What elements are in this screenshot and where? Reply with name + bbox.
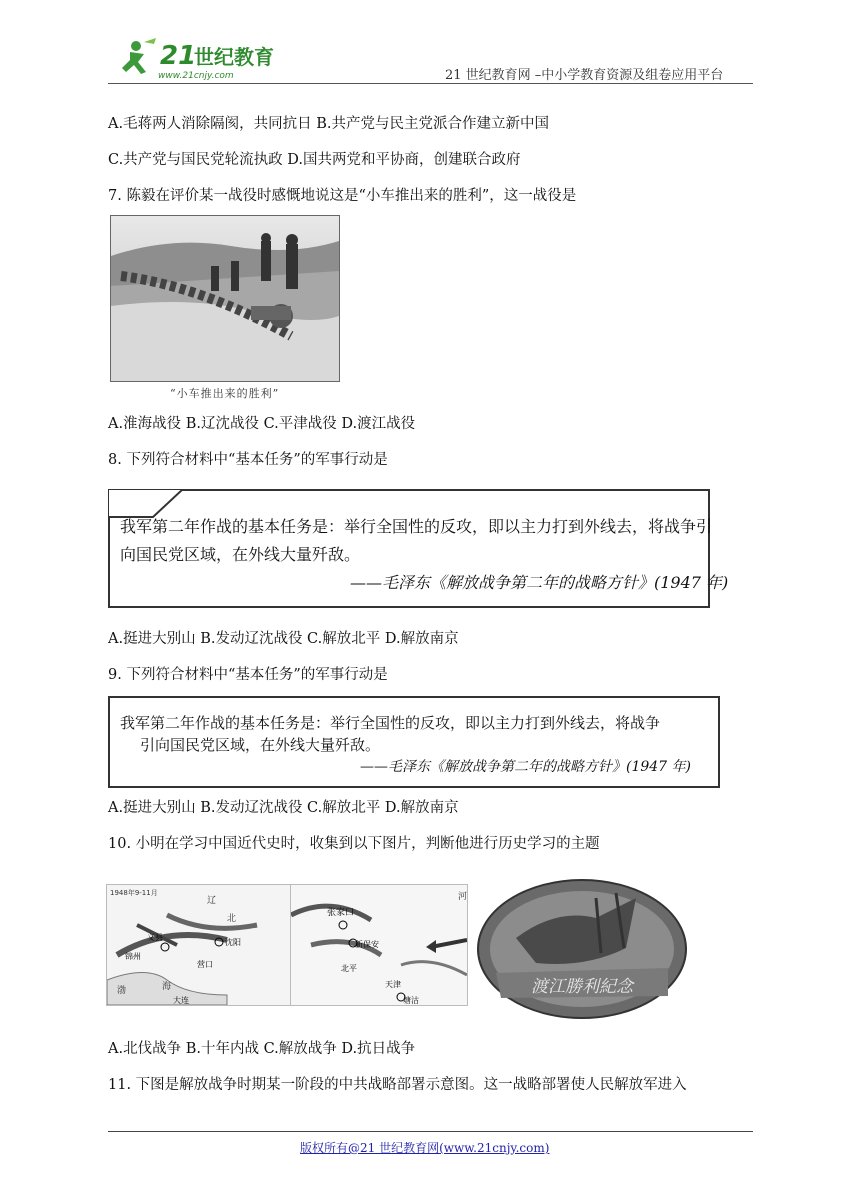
- q10-stem: 10. 小明在学习中国近代史时，收集到以下图片，判断他进行历史学习的主题: [108, 836, 600, 852]
- q7-stem: 7. 陈毅在评价某一战役时感慨地说这是“小车推出来的胜利”，这一战役是: [108, 188, 577, 204]
- q6-options-row1: A.毛蒋两人消除隔阂，共同抗日 B.共产党与民主党派合作建立新中国: [108, 116, 549, 132]
- svg-text:塘沽: 塘沽: [403, 996, 419, 1005]
- quote-box-q8: [108, 489, 729, 608]
- quote-line-2: 向国民党区域，在外线大量歼敌。: [120, 545, 361, 564]
- footer-divider: [108, 1131, 753, 1132]
- site-logo: [108, 34, 288, 82]
- header-divider: [108, 83, 753, 84]
- quote-line-2: 引向国民党区域，在外线大量歼敌。: [140, 736, 381, 754]
- svg-text:营口: 营口: [197, 960, 213, 969]
- quote-line-1: 我军第二年作战的基本任务是：举行全国性的反攻，即以主力打到外线去，将战争: [120, 714, 661, 732]
- river-crossing-medal: [476, 878, 688, 1020]
- copyright-link[interactable]: 版权所有@21 世纪教育网(www.21cnjy.com): [300, 1141, 550, 1155]
- q11-stem: 11. 下图是解放战争时期某一阶段的中共战略部署示意图。这一战略部署使人民解放军进入: [108, 1077, 687, 1093]
- wheelbarrow-photo: [110, 215, 340, 382]
- q7-options: A.淮海战役 B.辽沈战役 C.平津战役 D.渡江战役: [108, 416, 416, 432]
- q8-stem: 8. 下列符合材料中“基本任务”的军事行动是: [108, 452, 388, 468]
- pingjin-campaign-map: [290, 884, 468, 1006]
- q9-options: A.挺进大别山 B.发动辽沈战役 C.解放北平 D.解放南京: [108, 800, 459, 816]
- svg-text:海: 海: [162, 982, 172, 992]
- svg-text:新保安: 新保安: [355, 940, 379, 949]
- medal-inscription: 渡江勝利紀念: [531, 977, 633, 997]
- svg-text:沈阳: 沈阳: [225, 938, 241, 947]
- header-platform-text: 21 世纪教育网 –中小学教育资源及组卷应用平台: [445, 68, 724, 83]
- map1-date: 1948年9-11月: [110, 889, 158, 897]
- svg-text:北: 北: [227, 914, 237, 924]
- quote-box-q9: [108, 696, 720, 788]
- q10-options: A.北伐战争 B.十年内战 C.解放战争 D.抗日战争: [108, 1041, 416, 1057]
- quote-source: ——毛泽东《解放战争第二年的战略方针》(1947 年): [350, 573, 729, 592]
- svg-text:北平: 北平: [341, 964, 357, 973]
- svg-text:张家口: 张家口: [327, 908, 355, 918]
- q6-options-row2: C.共产党与国民党轮流执政 D.国共两党和平协商，创建联合政府: [108, 152, 521, 168]
- svg-text:辽: 辽: [207, 896, 217, 906]
- q9-stem: 9. 下列符合材料中“基本任务”的军事行动是: [108, 667, 388, 683]
- svg-text:渤: 渤: [117, 986, 127, 996]
- svg-text:天津: 天津: [385, 980, 401, 989]
- liaoshen-campaign-map: [106, 884, 292, 1006]
- quote-line-1: 我军第二年作战的基本任务是：举行全国性的反攻，即以主力打到外线去，将战争引: [120, 517, 713, 536]
- svg-text:大连: 大连: [173, 996, 189, 1005]
- svg-text:21: 21: [160, 41, 197, 71]
- svg-text:义县: 义县: [147, 933, 163, 942]
- svg-text:河: 河: [457, 892, 467, 902]
- svg-text:锦州: 锦州: [125, 952, 141, 961]
- quote-source: ——毛泽东《解放战争第二年的战略方针》(1947 年): [360, 759, 692, 775]
- photo-caption: “小车推出来的胜利”: [170, 387, 280, 400]
- svg-text:www.21cnjy.com: www.21cnjy.com: [158, 71, 234, 81]
- svg-text:世纪教育: 世纪教育: [194, 45, 274, 69]
- q8-options: A.挺进大别山 B.发动辽沈战役 C.解放北平 D.解放南京: [108, 631, 459, 647]
